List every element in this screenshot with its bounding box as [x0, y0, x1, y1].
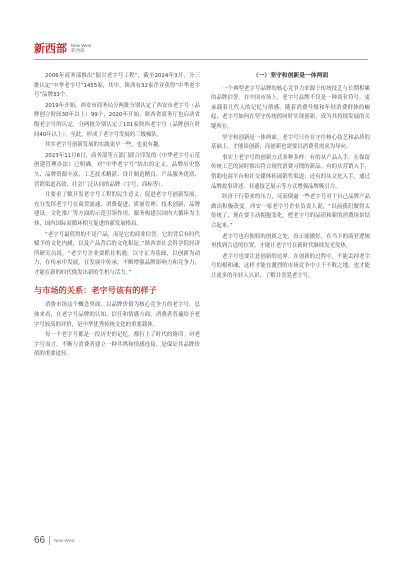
body-paragraph: 经济下行带来的压力，反而倒逼一些老字号对于自己品牌产品做出积极改变。西安一家老字号企业负责人说，“以前我们做得太传统了，现在要主动拥抱变化，把老字号的品质和新的消费场景结合起来。” — [211, 194, 370, 229]
magazine-logo-subtitle — [71, 43, 91, 53]
magazine-header — [34, 40, 91, 56]
logo-sub-chinese: 新西部 — [71, 48, 85, 53]
body-paragraph: 事实上老字号的创新方式多种多样：有的从产品入手，在保留传统工艺的同时推出符合现代消费习惯的新品；有的从营销入手，借助电商平台和社交媒体拓展销售渠道；还有的从文化入手，通过品牌故事讲述、非遗技艺展示等方式增强品牌吸引力。 — [211, 154, 370, 190]
body-paragraph: 2006年商务部推出“振兴老字号工程”，截至2024年3月，分三批认定“中华老字号”1455家，其中，陕西有32家企业获得“中华老字号”品牌33个。 — [34, 73, 200, 99]
body-paragraph: “老字号最值得的不是产品，而是它的商业信誉。它的背后有时代赋予的文化内涵，以及产品背后的文化积淀，”陕西省社会科学院经济所研究员说，“老字号企业要抓住机遇，以守正为基础，以创新为动力，在传承中发展，在发展中传承，不断增强品牌影响力和竞争力，才能在新的时代焕发出新的生机与活力。” — [34, 231, 200, 276]
subsection-heading: （一）坚守和创新是一体两面 — [252, 73, 329, 79]
section-heading: 与市场的关系：老字号该有的样子 — [34, 285, 157, 296]
body-paragraph: 一个典型老字号品牌的核心竞争力来源于传统技艺与长期积累的品牌信誉。在中国市场上，老字号品牌不仅是一种商业符号，更承载着几代人的记忆与情感。随着消费升级和年轻消费群体的崛起，老字号如何在坚守传统的同时实现创新，成为其持续发展的关键所在。 — [211, 85, 370, 130]
footer-label: New West — [54, 538, 75, 543]
left-column — [34, 72, 200, 361]
body-paragraph: 2023年11月6日，商务部等五部门联合印发的《中华老字号示范创建管理办法》已明确，对“中华老字号”给出的定义，品牌历史悠久、品牌资源丰富、工艺技术精湛、设计制造精良、产品服务优质、营销渠道高效、社会广泛认同的品牌（字号、商标等）。 — [34, 152, 200, 188]
header-divider — [34, 59, 368, 60]
page-footer — [34, 535, 75, 546]
logo-sub-english: New West — [71, 43, 92, 48]
page-number: 66 — [34, 535, 46, 546]
magazine-logo: 新西部 — [34, 42, 67, 55]
body-paragraph: 其实老字号创新发展的实践更早一些，也更有趣。 — [45, 142, 164, 149]
body-paragraph: 老字号也要注意创新的边界。在创新的过程中，不能丢掉老字号的根和魂，这样才能在激烈的市场竞争中立于不败之地，也才能让更多的年轻人认识、了解并喜爱老字号。 — [211, 253, 370, 279]
right-column — [211, 72, 370, 282]
footer-divider — [49, 536, 50, 545]
body-paragraph: 老字号也有独特的创新之处，真正能做好，在当下的商业逻辑里找到合适的位置，才能让老字号在新时代继续发光发热。 — [211, 233, 370, 250]
body-paragraph: 2019年开始，西安市商务局分两批分别认定了西安市老字号（品牌创立时间30年以上）99个；2020年开始，陕西省商务厅也启动省级老字号的认定，分两批分别认定了101家陕西老字号（品牌创立时间40年以上）。至此，形成了老字号发展的三级梯队。 — [34, 102, 200, 138]
body-paragraph: 每一个老字号都是一段历史的记忆，都打上了时代的烙印。对老字号而言，不断与消费者建立一种共鸣和情感连接，是保证其品牌价值的重要途径。 — [34, 332, 200, 358]
body-paragraph: 坚守和创新是一体两面。老字号只有在守住核心技艺和品质的基础上，才能谈创新；而创新也需要以消费者需求为导向。 — [211, 134, 370, 151]
body-paragraph: 消费市场这个概念里面，以品牌价值为核心竞争力的老字号，总体来看，在老字号品牌的认知、信任和情感方面，消费者普遍给予老字号较高的评价，是中华优秀传统文化的重要载体。 — [34, 302, 200, 328]
body-paragraph: 并要求了解开发老字号工程的民生意义；促进老字号创新发展，充分发挥老字号在商贸流通、消费促进、质量管理、技术创新、品牌建设、文化推广等方面的示范引领作用，服务构建以国内大循环为主体、国内国际双循环相互促进的新发展格局。 — [34, 192, 200, 227]
